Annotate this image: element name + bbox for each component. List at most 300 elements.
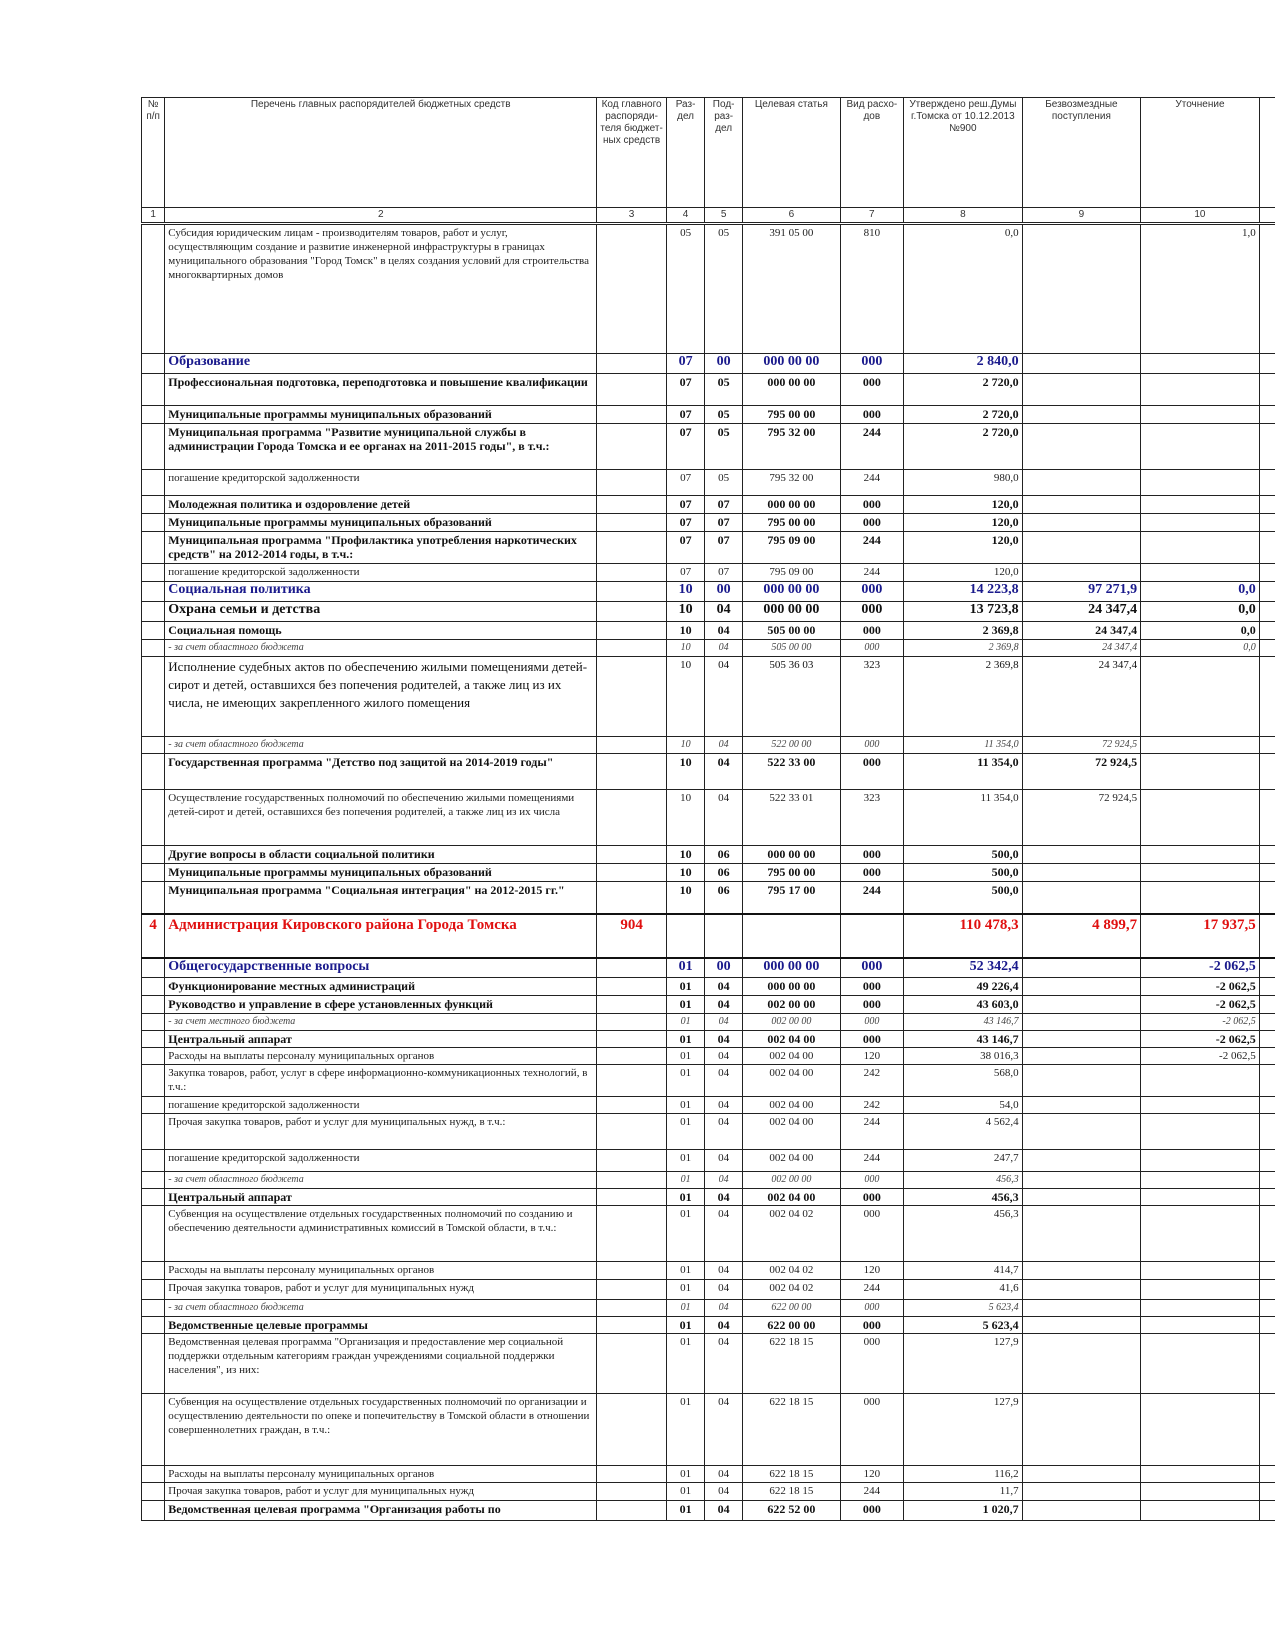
row-utoch xyxy=(1141,1466,1260,1483)
row-utoch xyxy=(1141,1483,1260,1501)
row-extra xyxy=(1259,374,1275,406)
row-vid: 323 xyxy=(840,657,904,737)
row-razdel: 01 xyxy=(667,1097,705,1114)
row-extra xyxy=(1259,846,1275,864)
row-bezv xyxy=(1022,496,1141,514)
row-razdel: 10 xyxy=(667,657,705,737)
col-number-extra xyxy=(1259,208,1275,224)
row-name: - за счет областного бюджета xyxy=(165,1172,597,1189)
row-razdel: 01 xyxy=(667,996,705,1014)
row-extra xyxy=(1259,754,1275,790)
row-utoch xyxy=(1141,374,1260,406)
row-bezv xyxy=(1022,1065,1141,1097)
row-vid: 000 xyxy=(840,958,904,978)
row-statya: 795 09 00 xyxy=(743,532,840,564)
row-utoch: 0,0 xyxy=(1141,622,1260,640)
row-statya: 622 52 00 xyxy=(743,1501,840,1521)
row-podrazdel: 07 xyxy=(705,564,743,582)
row-statya: 522 00 00 xyxy=(743,737,840,754)
row-utoch: -2 062,5 xyxy=(1141,1031,1260,1048)
header-extra xyxy=(1259,98,1275,208)
row-statya: 622 18 15 xyxy=(743,1466,840,1483)
row-vid: 000 xyxy=(840,622,904,640)
row-vid: 120 xyxy=(840,1262,904,1280)
row-number xyxy=(142,1048,165,1065)
row-extra xyxy=(1259,1065,1275,1097)
row-utv: 120,0 xyxy=(904,514,1023,532)
row-razdel: 01 xyxy=(667,1172,705,1189)
row-bezv: 97 271,9 xyxy=(1022,582,1141,602)
row-code xyxy=(597,424,667,470)
row-vid: 000 xyxy=(840,1334,904,1394)
row-vid: 244 xyxy=(840,1150,904,1172)
row-razdel: 10 xyxy=(667,846,705,864)
row-extra xyxy=(1259,582,1275,602)
row-bezv xyxy=(1022,1501,1141,1521)
row-podrazdel: 04 xyxy=(705,1031,743,1048)
row-number xyxy=(142,790,165,846)
row-code xyxy=(597,846,667,864)
row-code xyxy=(597,996,667,1014)
row-vid: 000 xyxy=(840,354,904,374)
row-extra xyxy=(1259,1114,1275,1150)
row-utoch xyxy=(1141,496,1260,514)
table-row xyxy=(142,1334,1275,1394)
row-utv: 43 146,7 xyxy=(904,1031,1023,1048)
col-number: 5 xyxy=(705,208,743,224)
row-name: Муниципальные программы муниципальных образований xyxy=(165,406,597,424)
row-number xyxy=(142,1031,165,1048)
row-podrazdel: 04 xyxy=(705,1014,743,1031)
row-extra xyxy=(1259,1466,1275,1483)
row-razdel: 01 xyxy=(667,1466,705,1483)
row-bezv xyxy=(1022,1483,1141,1501)
table-row xyxy=(142,864,1275,882)
row-statya: 002 00 00 xyxy=(743,1172,840,1189)
header-statya: Целевая статья xyxy=(743,98,840,208)
row-bezv: 4 899,7 xyxy=(1022,914,1141,958)
row-name: Социальная политика xyxy=(165,582,597,602)
row-name: Субсидия юридическим лицам - производителям товаров, работ и услуг, осуществляющим создание и развитие инженерной инфраструктуры в границах муниципального образования "Город Томск" в целях создания условий для строительства многоквартирных домов xyxy=(165,224,597,354)
row-code xyxy=(597,532,667,564)
row-number xyxy=(142,602,165,622)
col-number: 9 xyxy=(1022,208,1141,224)
row-podrazdel: 04 xyxy=(705,1317,743,1334)
row-number xyxy=(142,1483,165,1501)
row-podrazdel: 04 xyxy=(705,790,743,846)
row-number xyxy=(142,532,165,564)
row-statya: 002 04 02 xyxy=(743,1206,840,1262)
row-extra xyxy=(1259,1394,1275,1466)
row-utoch xyxy=(1141,882,1260,914)
row-vid: 242 xyxy=(840,1097,904,1114)
row-podrazdel: 04 xyxy=(705,622,743,640)
row-bezv xyxy=(1022,1031,1141,1048)
row-extra xyxy=(1259,424,1275,470)
col-number: 6 xyxy=(743,208,840,224)
row-number xyxy=(142,846,165,864)
row-name: погашение кредиторской задолженности xyxy=(165,470,597,496)
row-podrazdel: 04 xyxy=(705,737,743,754)
table-row xyxy=(142,1189,1275,1206)
row-statya: 795 09 00 xyxy=(743,564,840,582)
row-bezv xyxy=(1022,1097,1141,1114)
row-extra xyxy=(1259,1334,1275,1394)
row-extra xyxy=(1259,602,1275,622)
row-utv: 0,0 xyxy=(904,224,1023,354)
row-vid: 000 xyxy=(840,582,904,602)
row-podrazdel: 04 xyxy=(705,978,743,996)
row-utv: 41,6 xyxy=(904,1280,1023,1300)
row-bezv xyxy=(1022,1317,1141,1334)
row-extra xyxy=(1259,564,1275,582)
row-bezv xyxy=(1022,424,1141,470)
table-row xyxy=(142,1280,1275,1300)
row-podrazdel: 07 xyxy=(705,496,743,514)
table-row xyxy=(142,754,1275,790)
row-code: 904 xyxy=(597,914,667,958)
table-row xyxy=(142,622,1275,640)
table-row xyxy=(142,496,1275,514)
row-razdel: 10 xyxy=(667,602,705,622)
table-row xyxy=(142,1466,1275,1483)
row-razdel: 10 xyxy=(667,754,705,790)
row-podrazdel: 04 xyxy=(705,1280,743,1300)
row-vid: 000 xyxy=(840,864,904,882)
row-name: Ведомственная целевая программа "Организация работы по xyxy=(165,1501,597,1521)
row-vid: 000 xyxy=(840,1206,904,1262)
row-name: Осуществление государственных полномочий по обеспечению жилыми помещениями детей-сирот и детей, оставшихся без попечения родителей, а также лиц из их числа xyxy=(165,790,597,846)
row-podrazdel: 04 xyxy=(705,602,743,622)
row-utv: 11 354,0 xyxy=(904,737,1023,754)
row-number xyxy=(142,470,165,496)
row-podrazdel: 04 xyxy=(705,1206,743,1262)
row-vid: 000 xyxy=(840,1172,904,1189)
row-podrazdel: 04 xyxy=(705,640,743,657)
row-extra xyxy=(1259,1317,1275,1334)
row-utv: 2 720,0 xyxy=(904,374,1023,406)
row-bezv xyxy=(1022,1280,1141,1300)
row-bezv xyxy=(1022,564,1141,582)
row-podrazdel xyxy=(705,914,743,958)
row-code xyxy=(597,1065,667,1097)
row-utoch: -2 062,5 xyxy=(1141,996,1260,1014)
row-code xyxy=(597,882,667,914)
row-podrazdel: 04 xyxy=(705,1172,743,1189)
row-code xyxy=(597,374,667,406)
row-razdel: 01 xyxy=(667,1300,705,1317)
row-utoch xyxy=(1141,532,1260,564)
row-name: - за счет областного бюджета xyxy=(165,640,597,657)
row-podrazdel: 00 xyxy=(705,354,743,374)
row-name: Охрана семьи и детства xyxy=(165,602,597,622)
row-bezv xyxy=(1022,1394,1141,1466)
row-number: 4 xyxy=(142,914,165,958)
row-code xyxy=(597,790,667,846)
row-name: Расходы на выплаты персоналу муниципальных органов xyxy=(165,1048,597,1065)
row-utv: 5 623,4 xyxy=(904,1317,1023,1334)
row-razdel: 10 xyxy=(667,622,705,640)
row-podrazdel: 04 xyxy=(705,1065,743,1097)
row-statya: 000 00 00 xyxy=(743,582,840,602)
header-row xyxy=(142,98,1275,208)
table-row xyxy=(142,1317,1275,1334)
row-razdel: 01 xyxy=(667,1394,705,1466)
row-name: Молодежная политика и оздоровление детей xyxy=(165,496,597,514)
row-podrazdel: 04 xyxy=(705,1097,743,1114)
table-row xyxy=(142,406,1275,424)
row-statya: 000 00 00 xyxy=(743,846,840,864)
row-statya: 505 36 03 xyxy=(743,657,840,737)
row-vid: 000 xyxy=(840,1501,904,1521)
row-razdel: 01 xyxy=(667,1114,705,1150)
row-utv: 568,0 xyxy=(904,1065,1023,1097)
row-code xyxy=(597,1394,667,1466)
row-podrazdel: 04 xyxy=(705,1114,743,1150)
row-razdel: 01 xyxy=(667,1014,705,1031)
row-utoch: 17 937,5 xyxy=(1141,914,1260,958)
row-statya: 000 00 00 xyxy=(743,354,840,374)
row-vid: 244 xyxy=(840,564,904,582)
table-row xyxy=(142,882,1275,914)
row-statya: 505 00 00 xyxy=(743,640,840,657)
row-bezv: 24 347,4 xyxy=(1022,640,1141,657)
row-bezv xyxy=(1022,1172,1141,1189)
col-number: 7 xyxy=(840,208,904,224)
row-number xyxy=(142,1206,165,1262)
row-number xyxy=(142,1065,165,1097)
table-row xyxy=(142,790,1275,846)
row-razdel xyxy=(667,914,705,958)
row-bezv xyxy=(1022,846,1141,864)
row-code xyxy=(597,1031,667,1048)
row-statya: 000 00 00 xyxy=(743,958,840,978)
row-code xyxy=(597,1048,667,1065)
row-code xyxy=(597,640,667,657)
row-extra xyxy=(1259,1262,1275,1280)
row-name: - за счет областного бюджета xyxy=(165,737,597,754)
row-utoch xyxy=(1141,424,1260,470)
row-utv: 11,7 xyxy=(904,1483,1023,1501)
header-vid: Вид расхо-дов xyxy=(840,98,904,208)
table-row xyxy=(142,914,1275,958)
row-code xyxy=(597,406,667,424)
row-vid: 000 xyxy=(840,1031,904,1048)
row-code xyxy=(597,958,667,978)
col-number: 10 xyxy=(1141,208,1260,224)
row-code xyxy=(597,564,667,582)
row-bezv xyxy=(1022,1014,1141,1031)
row-razdel: 10 xyxy=(667,864,705,882)
row-code xyxy=(597,1189,667,1206)
row-bezv: 24 347,4 xyxy=(1022,657,1141,737)
row-utoch xyxy=(1141,1501,1260,1521)
row-razdel: 05 xyxy=(667,224,705,354)
row-utv: 456,3 xyxy=(904,1189,1023,1206)
row-utoch xyxy=(1141,864,1260,882)
row-name: погашение кредиторской задолженности xyxy=(165,564,597,582)
budget-table xyxy=(141,97,1275,1521)
row-name: Общегосударственные вопросы xyxy=(165,958,597,978)
row-razdel: 01 xyxy=(667,1501,705,1521)
row-extra xyxy=(1259,1097,1275,1114)
table-row xyxy=(142,737,1275,754)
table-row xyxy=(142,1206,1275,1262)
header-code: Код главного распоряди-теля бюджет-ных средств xyxy=(597,98,667,208)
row-vid: 120 xyxy=(840,1466,904,1483)
row-podrazdel: 05 xyxy=(705,406,743,424)
row-podrazdel: 05 xyxy=(705,224,743,354)
row-utv: 456,3 xyxy=(904,1206,1023,1262)
row-utv: 4 562,4 xyxy=(904,1114,1023,1150)
row-extra xyxy=(1259,978,1275,996)
row-statya: 000 00 00 xyxy=(743,496,840,514)
row-utoch xyxy=(1141,1097,1260,1114)
row-utoch xyxy=(1141,1334,1260,1394)
row-utv: 110 478,3 xyxy=(904,914,1023,958)
row-bezv xyxy=(1022,882,1141,914)
row-utoch: -2 062,5 xyxy=(1141,958,1260,978)
row-utoch: -2 062,5 xyxy=(1141,978,1260,996)
row-utv: 49 226,4 xyxy=(904,978,1023,996)
row-extra xyxy=(1259,790,1275,846)
row-number xyxy=(142,496,165,514)
row-utoch xyxy=(1141,406,1260,424)
row-bezv xyxy=(1022,978,1141,996)
row-name: Другие вопросы в области социальной политики xyxy=(165,846,597,864)
row-utoch: -2 062,5 xyxy=(1141,1014,1260,1031)
row-vid: 000 xyxy=(840,640,904,657)
row-vid: 000 xyxy=(840,996,904,1014)
row-extra xyxy=(1259,532,1275,564)
row-utoch xyxy=(1141,846,1260,864)
table-row xyxy=(142,1300,1275,1317)
row-vid xyxy=(840,914,904,958)
row-utv: 13 723,8 xyxy=(904,602,1023,622)
row-number xyxy=(142,640,165,657)
row-number xyxy=(142,424,165,470)
row-bezv xyxy=(1022,1114,1141,1150)
table-row xyxy=(142,564,1275,582)
row-utoch xyxy=(1141,1394,1260,1466)
row-utv: 414,7 xyxy=(904,1262,1023,1280)
row-podrazdel: 04 xyxy=(705,1048,743,1065)
row-vid: 244 xyxy=(840,1114,904,1150)
row-statya: 002 04 00 xyxy=(743,1114,840,1150)
row-statya: 002 04 00 xyxy=(743,1097,840,1114)
row-bezv xyxy=(1022,470,1141,496)
row-vid: 323 xyxy=(840,790,904,846)
row-utv: 120,0 xyxy=(904,496,1023,514)
row-name: Функционирование местных администраций xyxy=(165,978,597,996)
row-bezv xyxy=(1022,1334,1141,1394)
row-bezv: 24 347,4 xyxy=(1022,622,1141,640)
table-row xyxy=(142,1483,1275,1501)
row-razdel: 07 xyxy=(667,374,705,406)
row-extra xyxy=(1259,1206,1275,1262)
row-bezv: 72 924,5 xyxy=(1022,790,1141,846)
row-name: Прочая закупка товаров, работ и услуг для муниципальных нужд xyxy=(165,1483,597,1501)
col-number: 2 xyxy=(165,208,597,224)
row-bezv xyxy=(1022,958,1141,978)
col-number: 8 xyxy=(904,208,1023,224)
row-podrazdel: 00 xyxy=(705,958,743,978)
row-utv: 500,0 xyxy=(904,846,1023,864)
row-code xyxy=(597,1114,667,1150)
row-name: Администрация Кировского района Города Томска xyxy=(165,914,597,958)
row-podrazdel: 04 xyxy=(705,1189,743,1206)
row-podrazdel: 05 xyxy=(705,470,743,496)
row-razdel: 01 xyxy=(667,1048,705,1065)
row-utv: 127,9 xyxy=(904,1334,1023,1394)
table-row xyxy=(142,640,1275,657)
row-extra xyxy=(1259,496,1275,514)
row-statya xyxy=(743,914,840,958)
row-statya: 002 04 00 xyxy=(743,1048,840,1065)
row-name: Исполнение судебных актов по обеспечению жилыми помещениями детей-сирот и детей, оставшихся без попечения родителей, а также лиц из их числа, не имеющих закрепленного жилого помещения xyxy=(165,657,597,737)
row-podrazdel: 04 xyxy=(705,1300,743,1317)
row-utoch: 0,0 xyxy=(1141,602,1260,622)
row-code xyxy=(597,978,667,996)
row-name: Прочая закупка товаров, работ и услуг для муниципальных нужд, в т.ч.: xyxy=(165,1114,597,1150)
row-extra xyxy=(1259,996,1275,1014)
row-name: Субвенция на осуществление отдельных государственных полномочий по созданию и обеспечению деятельности административных комиссий в Томской области, в т.ч.: xyxy=(165,1206,597,1262)
row-vid: 000 xyxy=(840,406,904,424)
header-utv: Утверждено реш.Думы г.Томска от 10.12.2013 №900 xyxy=(904,98,1023,208)
row-code xyxy=(597,864,667,882)
row-utv: 2 369,8 xyxy=(904,657,1023,737)
row-code xyxy=(597,496,667,514)
table-row xyxy=(142,1501,1275,1521)
row-utoch xyxy=(1141,514,1260,532)
row-utv: 2 720,0 xyxy=(904,406,1023,424)
row-utv: 1 020,7 xyxy=(904,1501,1023,1521)
table-row xyxy=(142,996,1275,1014)
row-utoch: -2 062,5 xyxy=(1141,1048,1260,1065)
row-code xyxy=(597,1466,667,1483)
row-razdel: 01 xyxy=(667,1206,705,1262)
row-podrazdel: 05 xyxy=(705,424,743,470)
row-utv: 127,9 xyxy=(904,1394,1023,1466)
row-razdel: 01 xyxy=(667,1150,705,1172)
row-extra xyxy=(1259,1280,1275,1300)
row-utoch xyxy=(1141,1150,1260,1172)
row-utoch xyxy=(1141,1317,1260,1334)
row-razdel: 07 xyxy=(667,406,705,424)
row-razdel: 01 xyxy=(667,1483,705,1501)
row-name: Расходы на выплаты персоналу муниципальных органов xyxy=(165,1466,597,1483)
row-statya: 002 04 00 xyxy=(743,1189,840,1206)
row-statya: 622 18 15 xyxy=(743,1483,840,1501)
row-statya: 522 33 00 xyxy=(743,754,840,790)
row-bezv xyxy=(1022,1189,1141,1206)
row-extra xyxy=(1259,1189,1275,1206)
row-statya: 795 17 00 xyxy=(743,882,840,914)
row-utv: 980,0 xyxy=(904,470,1023,496)
row-statya: 002 04 00 xyxy=(743,1150,840,1172)
row-utv: 500,0 xyxy=(904,864,1023,882)
row-podrazdel: 04 xyxy=(705,1394,743,1466)
table-row xyxy=(142,846,1275,864)
row-utoch: 1,0 xyxy=(1141,224,1260,354)
table-row xyxy=(142,657,1275,737)
row-extra xyxy=(1259,1031,1275,1048)
row-bezv: 24 347,4 xyxy=(1022,602,1141,622)
header-utoch: Уточнение xyxy=(1141,98,1260,208)
row-number xyxy=(142,1280,165,1300)
row-utv: 11 354,0 xyxy=(904,790,1023,846)
row-utv: 14 223,8 xyxy=(904,582,1023,602)
